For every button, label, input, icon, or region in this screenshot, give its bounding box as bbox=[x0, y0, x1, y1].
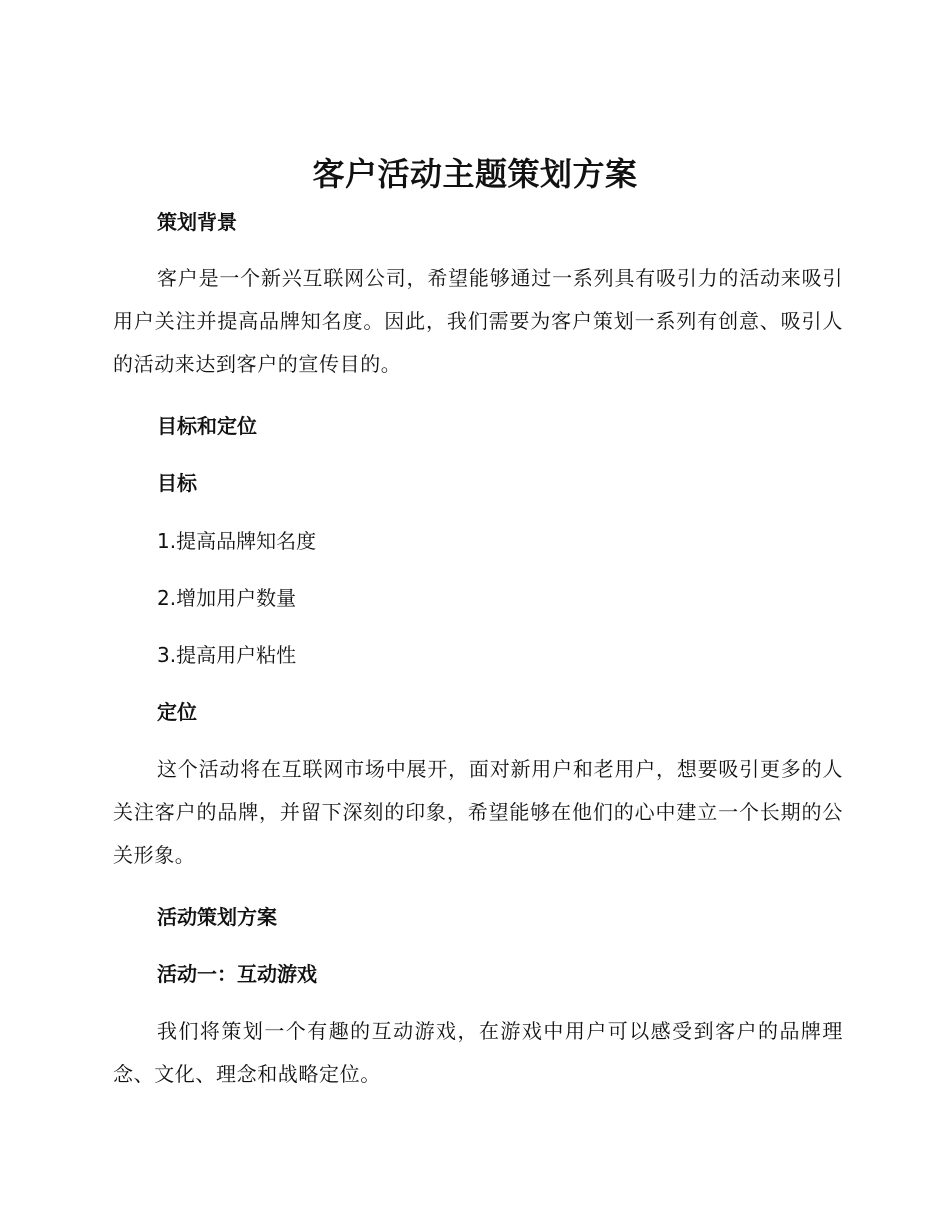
heading-goal: 目标 bbox=[157, 471, 197, 495]
paragraph-position: 这个活动将在互联网市场中展开，面对新用户和老用户，想要吸引更多的人关注客户的品牌，并留下深刻的印象，希望能够在他们的心中建立一个长期的公关形象。 bbox=[113, 757, 843, 867]
goal-item-2: 2.增加用户数量 bbox=[157, 586, 297, 610]
goal-item-3: 3.提高用户粘性 bbox=[157, 643, 297, 667]
heading-activity-1: 活动一：互动游戏 bbox=[157, 962, 317, 986]
heading-position: 定位 bbox=[157, 700, 197, 724]
goal-item-1: 1.提高品牌知名度 bbox=[157, 529, 317, 553]
heading-background: 策划背景 bbox=[157, 210, 237, 234]
paragraph-background: 客户是一个新兴互联网公司，希望能够通过一系列具有吸引力的活动来吸引用户关注并提高品牌知名度。因此，我们需要为客户策划一系列有创意、吸引人的活动来达到客户的宣传目的。 bbox=[113, 266, 843, 376]
heading-plan: 活动策划方案 bbox=[157, 905, 277, 929]
document-title: 客户活动主题策划方案 bbox=[312, 155, 638, 193]
paragraph-activity-1: 我们将策划一个有趣的互动游戏，在游戏中用户可以感受到客户的品牌理念、文化、理念和战略定位。 bbox=[113, 1019, 843, 1086]
heading-goal-position: 目标和定位 bbox=[157, 414, 257, 438]
